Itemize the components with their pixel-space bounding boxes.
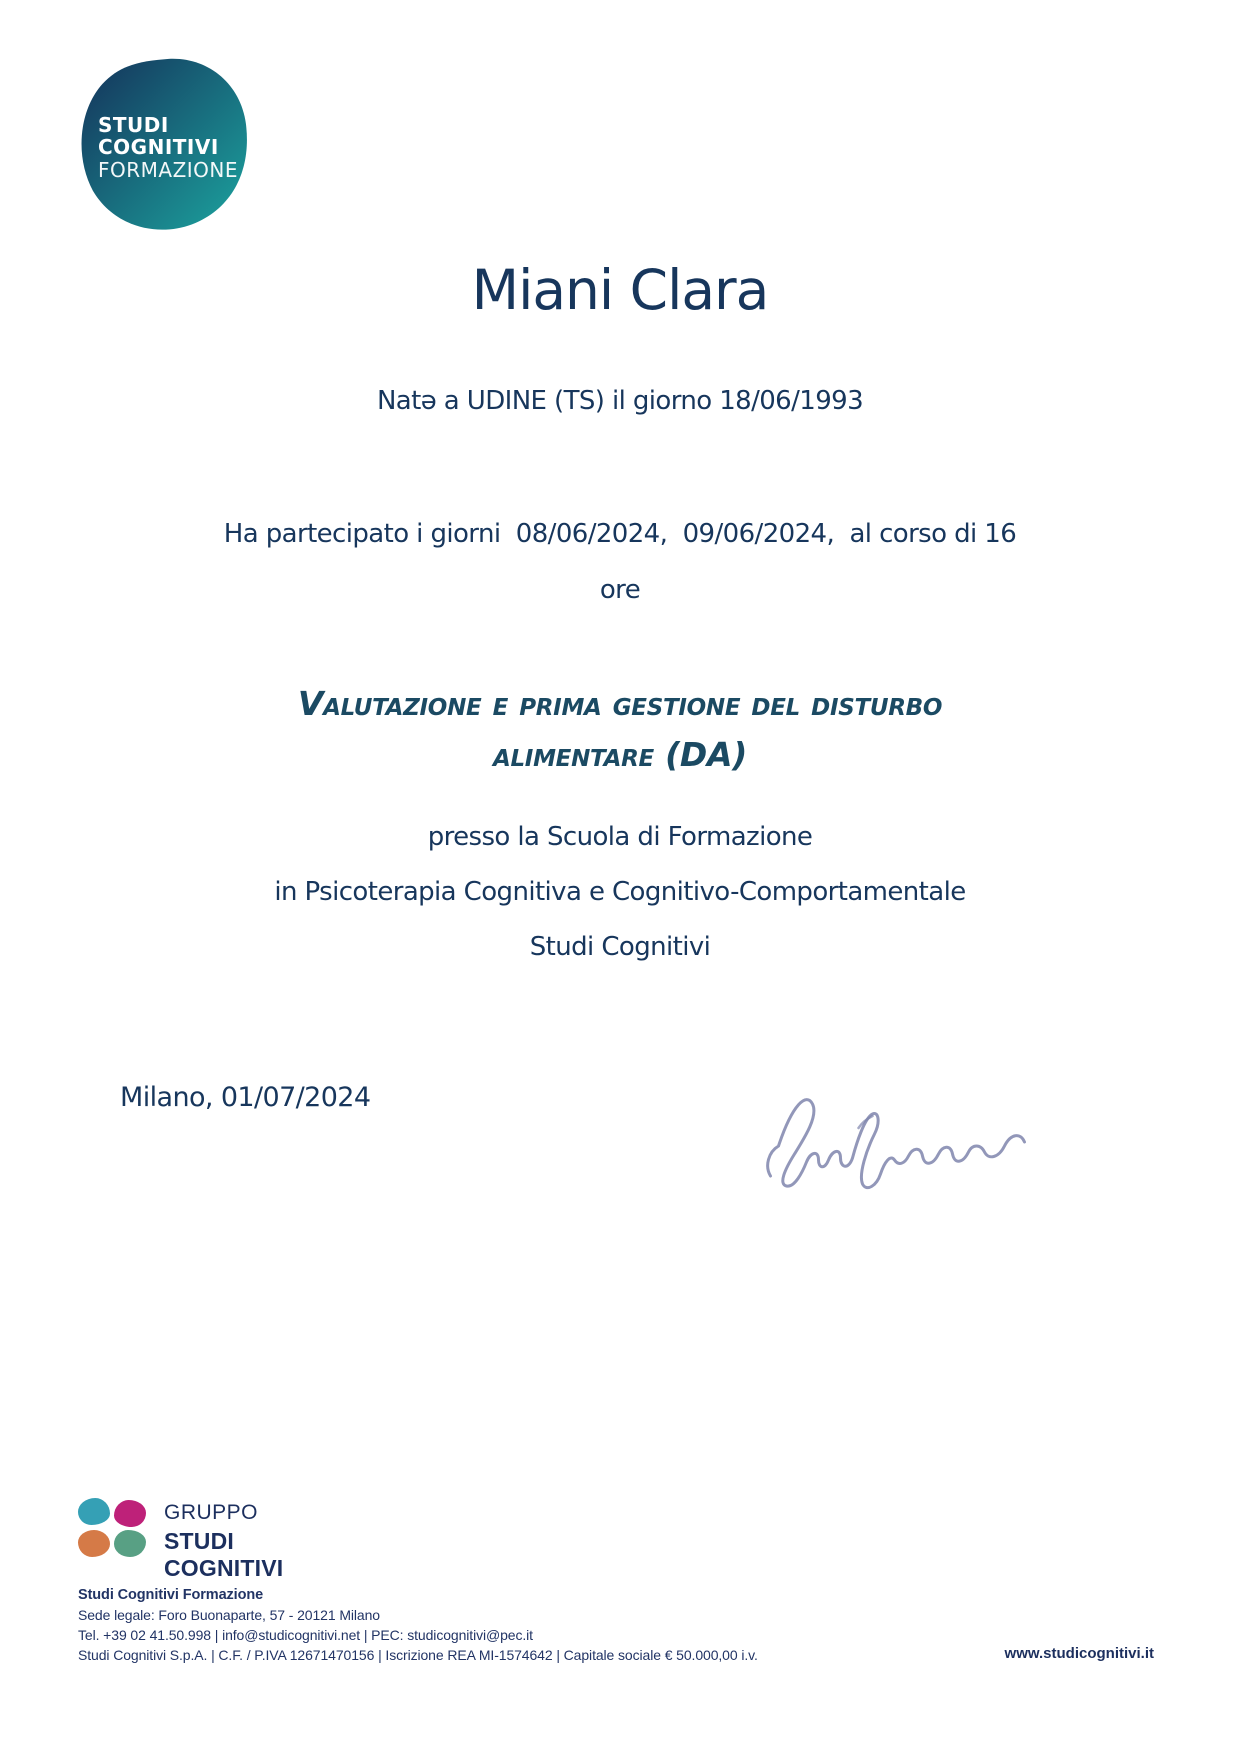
birth-line: Natə a UDINE (TS) il giorno 18/06/1993 bbox=[376, 386, 864, 416]
footer-address: Sede legale: Foro Buonaparte, 57 - 20121 Milano bbox=[78, 1607, 380, 1623]
place-date: Milano, 01/07/2024 bbox=[120, 1082, 371, 1113]
dot-green-icon bbox=[114, 1530, 146, 1557]
signature-image bbox=[755, 1088, 1040, 1198]
studi-cognitivi-formazione-logo bbox=[74, 56, 258, 234]
footer-legal: Studi Cognitivi S.p.A. | C.F. / P.IVA 12671470156 | Iscrizione REA MI-1574642 | Capitale sociale € 50.000,00 i.v. bbox=[78, 1647, 758, 1663]
participation-line: Ha partecipato i giorni 08/06/2024, 09/06/2024, al corso di 16 bbox=[223, 519, 1017, 549]
footer-contacts: Tel. +39 02 41.50.998 | info@studicognitivi.net | PEC: studicognitivi@pec.it bbox=[78, 1627, 533, 1643]
group-logo-text bbox=[164, 1501, 283, 1582]
group-logo-dots bbox=[78, 1498, 148, 1560]
website-url: www.studicognitivi.it bbox=[1004, 1645, 1154, 1662]
venue-line-program: in Psicoterapia Cognitiva e Cognitivo-Comportamentale bbox=[274, 877, 966, 907]
course-title bbox=[60, 678, 1180, 780]
participant-name: Miani Clara bbox=[471, 258, 769, 322]
venue-line-brand: Studi Cognitivi bbox=[529, 932, 711, 962]
footer-company: Studi Cognitivi Formazione bbox=[78, 1587, 264, 1603]
logo-text bbox=[98, 114, 238, 181]
venue-line-school: presso la Scuola di Formazione bbox=[427, 822, 813, 852]
logo-line-studi: STUDI bbox=[98, 113, 169, 137]
dot-orange-icon bbox=[78, 1530, 110, 1557]
course-title-line2: alimentare (DA) bbox=[492, 735, 748, 775]
logo-line-formazione: FORMAZIONE bbox=[98, 157, 239, 182]
course-title-line1: Valutazione e prima gestione del disturbo bbox=[297, 684, 943, 723]
footer-legal-block bbox=[78, 1585, 758, 1665]
dot-teal-icon bbox=[78, 1498, 110, 1525]
group-label: GRUPPO bbox=[164, 1501, 259, 1524]
dot-magenta-icon bbox=[114, 1500, 146, 1527]
brand-label: STUDI COGNITIVI bbox=[164, 1528, 284, 1581]
logo-line-cognitivi: COGNITIVI bbox=[98, 135, 219, 160]
participation-hours: ore bbox=[599, 575, 641, 605]
